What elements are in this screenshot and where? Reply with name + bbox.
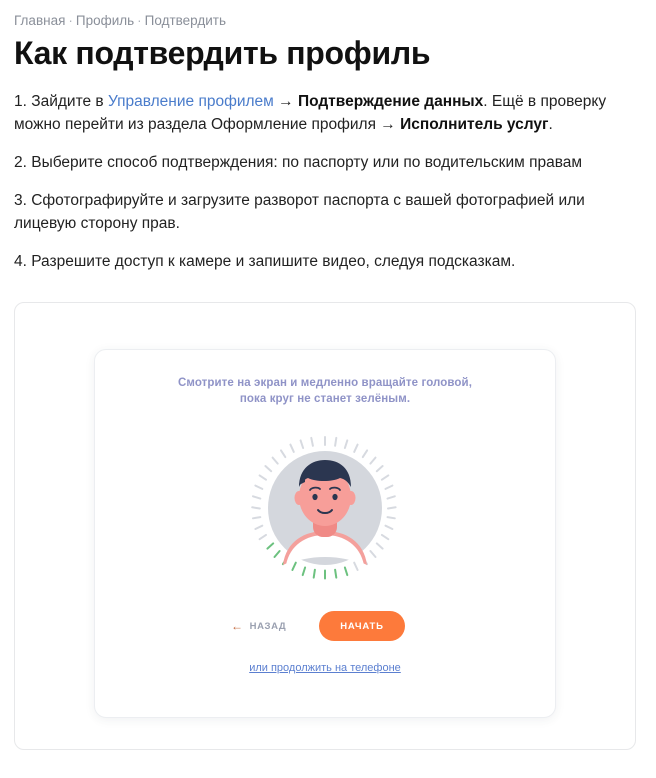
verification-screen-mock <box>94 349 556 718</box>
breadcrumb-item-home[interactable]: Главная <box>14 13 66 28</box>
step-1-middle: . Ещё в проверку можно перейти из раздела Оформление профиля <box>14 93 607 133</box>
start-button[interactable]: НАЧАТЬ <box>319 611 405 641</box>
face-scan-illustration <box>250 435 400 585</box>
step-1 <box>14 90 626 136</box>
illustration-card <box>14 302 636 750</box>
step-1-arrow1: → <box>273 93 298 110</box>
breadcrumb-separator: · <box>68 13 73 28</box>
face-scan-svg <box>250 435 400 585</box>
step-3: 3. Сфотографируйте и загрузите разворот паспорта с вашей фотографией или лицевую сторону прав. <box>14 192 585 232</box>
step-1-bold2: Исполнитель услуг <box>400 116 549 133</box>
page-title: Как подтвердить профиль <box>14 35 431 71</box>
step-2: 2. Выберите способ подтверждения: по паспорту или по водительским правам <box>14 154 583 171</box>
verification-hint-line1: Смотрите на экран и медленно вращайте головой, <box>177 377 473 389</box>
step-1-suffix: . <box>548 116 553 133</box>
breadcrumb-separator: · <box>137 13 142 28</box>
arrow-left-icon: ← <box>231 619 244 633</box>
step-1-prefix: 1. Зайдите в <box>14 93 108 110</box>
step-1-bold1: Подтверждение данных <box>297 93 484 110</box>
steps-list <box>14 90 642 273</box>
verification-hint-line2: пока круг не станет зелёным. <box>239 393 411 405</box>
back-button-label: НАЗАД <box>249 620 287 632</box>
breadcrumb-item-confirm[interactable]: Подтвердить <box>144 13 227 28</box>
continue-on-phone-link[interactable]: или продолжить на телефоне <box>249 662 401 674</box>
breadcrumb-item-profile[interactable]: Профиль <box>75 13 135 28</box>
verification-actions <box>95 611 555 645</box>
breadcrumb <box>14 12 642 30</box>
back-button[interactable] <box>231 620 286 632</box>
step-4: 4. Разрешите доступ к камере и запишите видео, следуя подсказкам. <box>14 253 516 270</box>
verification-hint <box>95 375 555 407</box>
step-1-arrow2: → <box>380 116 401 133</box>
profile-management-link[interactable]: Управление профилем <box>107 93 274 110</box>
